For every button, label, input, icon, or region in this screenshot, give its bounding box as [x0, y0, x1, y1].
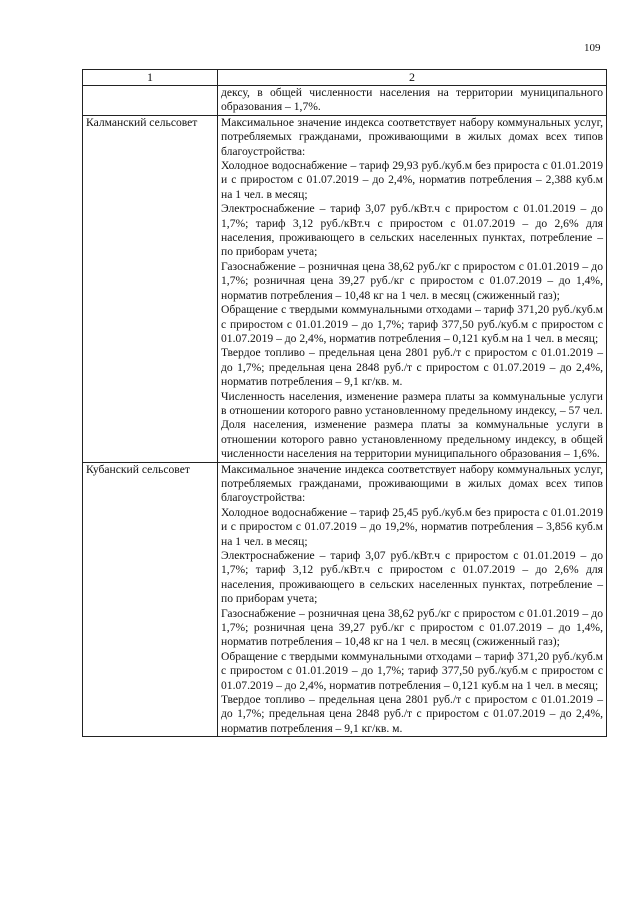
description-paragraph: Обращение с твердыми коммунальными отходами – тариф 371,20 руб./куб.м с приростом с 01.01.2019 – до 1,7%; тариф 377,50 руб./куб.м с приростом с 01.07.2019 – до 2,4%, норматив потребления – 0,121 куб.м на 1 чел. в месяц; — [221, 649, 603, 692]
tariff-table — [82, 69, 607, 737]
description-paragraph: Электроснабжение – тариф 3,07 руб./кВт.ч с приростом с 01.01.2019 – до 1,7%; тариф 3,12 руб./кВт.ч с приростом с 01.07.2019 – до 2,6% для населения, проживающего в сельских населенных пунктах, потребление – по приборам учета; — [221, 549, 603, 606]
description-cell — [218, 86, 607, 116]
description-paragraph: Твердое топливо – предельная цена 2801 руб./т с приростом с 01.01.2019 – до 1,7%; предельная цена 2848 руб./т с приростом с 01.07.2019 – до 2,4%, норматив потребления – 9,1 кг/кв. м. — [221, 693, 603, 735]
municipality-name — [83, 86, 218, 116]
description-paragraph: дексу, в общей численности населения на территории муниципального образования – 1,7%. — [221, 86, 603, 114]
table-row — [83, 115, 607, 462]
column-header-1: 1 — [83, 70, 218, 86]
description-paragraph: Холодное водоснабжение – тариф 25,45 руб./куб.м без прироста с 01.01.2019 и с приростом с 01.07.2019 – до 19,2%, норматив потребления – 3,856 куб.м на 1 чел. в месяц; — [221, 505, 603, 548]
description-paragraph: Численность населения, изменение размера платы за коммунальные услуги в отношении которого равно установленному предельному индексу, – 57 чел. — [221, 389, 603, 417]
page-number: 109 — [584, 42, 601, 54]
table-row — [83, 462, 607, 737]
description-paragraph: Максимальное значение индекса соответствует набору коммунальных услуг, потребляемых гражданами, проживающими в жилых домах всех типов благоустройства: — [221, 115, 603, 158]
description-cell — [218, 462, 607, 737]
description-paragraph: Газоснабжение – розничная цена 38,62 руб./кг с приростом с 01.01.2019 – до 1,7%; розничная цена 39,27 руб./кг с приростом с 01.07.2019 – до 1,4%, норматив потребления – 10,48 кг на 1 чел. в месяц (сжиженный газ); — [221, 606, 603, 649]
description-paragraph: Газоснабжение – розничная цена 38,62 руб./кг с приростом с 01.01.2019 – до 1,7%; розничная цена 39,27 руб./кг с приростом с 01.07.2019 – до 1,4%, норматив потребления – 10,48 кг на 1 чел. в месяц (сжиженный газ); — [221, 259, 603, 302]
description-paragraph: Максимальное значение индекса соответствует набору коммунальных услуг, потребляемых гражданами, проживающими в жилых домах всех типов благоустройства: — [221, 462, 603, 505]
description-cell — [218, 115, 607, 462]
table-row — [83, 86, 607, 116]
description-paragraph: Электроснабжение – тариф 3,07 руб./кВт.ч с приростом с 01.01.2019 – до 1,7%; тариф 3,12 руб./кВт.ч с приростом с 01.07.2019 – до 2,6% для населения, проживающего в сельских населенных пунктах, потребление – по приборам учета; — [221, 202, 603, 259]
description-paragraph: Твердое топливо – предельная цена 2801 руб./т с приростом с 01.01.2019 – до 1,7%; предельная цена 2848 руб./т с приростом с 01.07.2019 – до 2,4%, норматив потребления – 9,1 кг/кв. м. — [221, 346, 603, 389]
municipality-name: Калманский сельсовет — [83, 115, 218, 462]
column-header-2: 2 — [218, 70, 607, 86]
description-paragraph: Обращение с твердыми коммунальными отходами – тариф 371,20 руб./куб.м с приростом с 01.01.2019 – до 1,7%; тариф 377,50 руб./куб.м с приростом с 01.07.2019 – до 2,4%, норматив потребления – 0,121 куб.м на 1 чел. в месяц; — [221, 303, 603, 345]
description-paragraph: Доля населения, изменение размера платы за коммунальные услуги в отношении которого равно установленному предельному индексу, в общей численности населения на территории муниципального образования – 1,6%. — [221, 418, 603, 461]
municipality-name: Кубанский сельсовет — [83, 462, 218, 737]
table-body — [83, 86, 607, 737]
description-paragraph: Холодное водоснабжение – тариф 29,93 руб./куб.м без прироста с 01.01.2019 и с приростом с 01.07.2019 – до 2,4%, норматив потребления – 2,388 куб.м на 1 чел. в месяц; — [221, 159, 603, 201]
table-header-row — [83, 70, 607, 86]
